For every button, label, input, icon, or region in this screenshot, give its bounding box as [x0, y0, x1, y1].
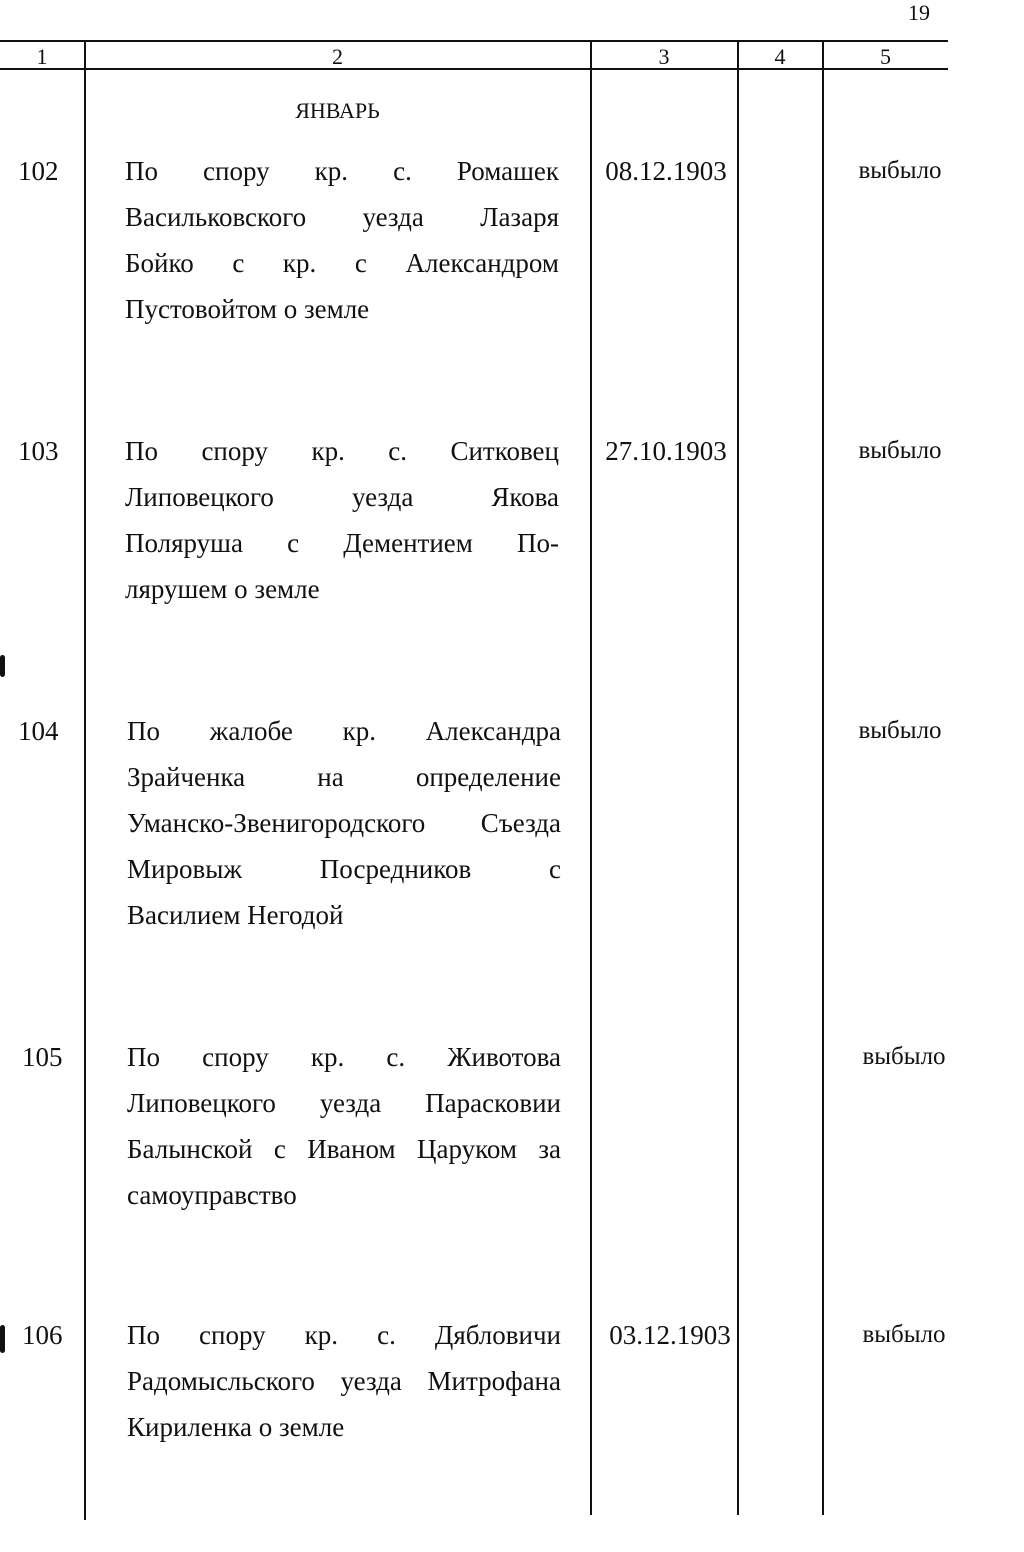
- description-line: Кириленка о земле: [127, 1412, 345, 1442]
- record-date: 03.12.1903: [609, 1320, 731, 1350]
- scan-margin-mark: [0, 1325, 5, 1353]
- description-line: Радомысльского уезда Митрофана: [127, 1366, 561, 1396]
- record-result: выбыло: [858, 157, 942, 184]
- description-line: Липовецкого уезда Парасковии: [127, 1088, 561, 1118]
- description-line: самоуправство: [127, 1180, 297, 1210]
- column-divider: [737, 40, 739, 1515]
- page-number: 19: [908, 0, 930, 25]
- table-top-border: [0, 40, 948, 42]
- description-line: По спору кр. с. Ромашек: [125, 156, 559, 186]
- scan-margin-mark: [0, 655, 5, 677]
- description-line: лярушем о земле: [125, 574, 320, 604]
- description-line: Зрайченка на определение: [127, 762, 561, 792]
- record-description: [127, 1034, 561, 1218]
- description-line: Пустовойтом о земле: [125, 294, 370, 324]
- record-date: 08.12.1903: [605, 156, 727, 186]
- description-line: Поляруша с Дементием По-: [125, 528, 559, 558]
- record-number: 102: [18, 156, 59, 186]
- month-heading: ЯНВАРЬ: [295, 98, 380, 123]
- record-result: выбыло: [858, 437, 942, 464]
- description-line: Балынской с Иваном Царуком за: [127, 1134, 561, 1164]
- description-line: Мировыж Посредников с: [127, 854, 561, 884]
- description-line: По спору кр. с. Ситковец: [125, 436, 559, 466]
- record-number: 105: [22, 1042, 63, 1072]
- record-result: выбыло: [862, 1043, 946, 1070]
- column-header-4: 4: [774, 44, 786, 69]
- record-date: 27.10.1903: [605, 436, 727, 466]
- description-line: По спору кр. с. Дябловичи: [127, 1320, 561, 1350]
- column-divider: [84, 40, 86, 1520]
- record-number: 106: [22, 1320, 63, 1350]
- description-line: Василием Негодой: [127, 900, 344, 930]
- record-description: [127, 708, 561, 938]
- record-result: выбыло: [862, 1321, 946, 1348]
- record-description: [125, 148, 559, 332]
- record-description: [127, 1312, 561, 1450]
- description-line: По жалобе кр. Александра: [127, 716, 561, 746]
- column-divider: [590, 40, 592, 1515]
- column-header-5: 5: [880, 44, 891, 69]
- record-number: 104: [18, 716, 59, 746]
- record-number: 103: [18, 436, 59, 466]
- column-header-1: 1: [36, 44, 48, 69]
- description-line: Васильковского уезда Лазаря: [125, 202, 559, 232]
- record-description: [125, 428, 559, 612]
- column-header-2: 2: [332, 44, 343, 69]
- description-line: По спору кр. с. Животова: [127, 1042, 561, 1072]
- description-line: Уманско-Звенигородского Съезда: [127, 808, 561, 838]
- description-line: Бойко с кр. с Александром: [125, 248, 559, 278]
- column-header-3: 3: [658, 44, 670, 69]
- column-divider: [822, 40, 824, 1515]
- description-line: Липовецкого уезда Якова: [125, 482, 559, 512]
- record-result: выбыло: [858, 717, 942, 744]
